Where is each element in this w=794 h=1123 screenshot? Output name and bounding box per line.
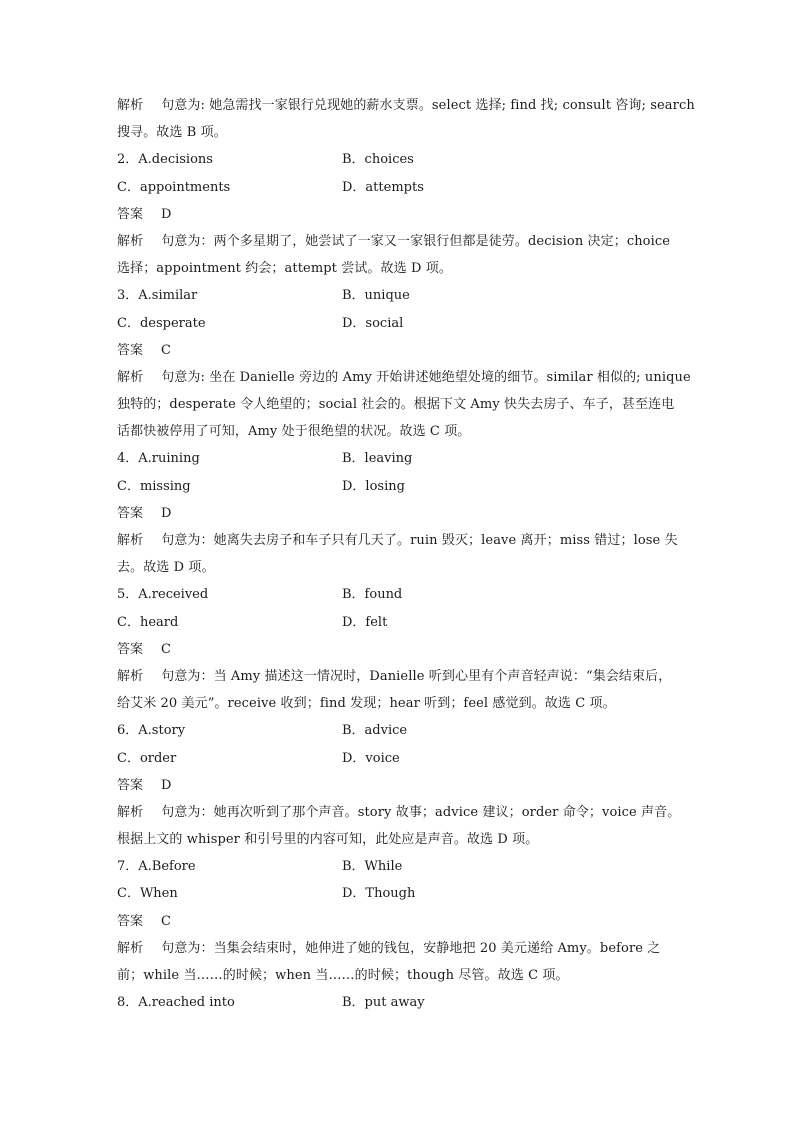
option-c: C．When — [117, 886, 178, 902]
explanation-label: 解析 — [117, 668, 144, 684]
explanation-line — [117, 418, 679, 445]
question-7 — [117, 853, 679, 989]
option-d: D．felt — [342, 614, 388, 630]
explanation-line — [117, 527, 679, 554]
explanation-line — [117, 690, 679, 717]
explanation-text: 句意为：当集会结束时，她伸进了她的钱包，安静地把 20 美元递给 Amy。before 之 — [161, 940, 661, 956]
options-row — [117, 717, 679, 744]
explanation-q7 — [117, 935, 679, 989]
question-3 — [117, 282, 691, 445]
option-b: B．found — [342, 587, 403, 603]
option-a: 7．A.Before — [117, 859, 196, 875]
explanation-text: 根据上文的 whisper 和引号里的内容可知，此处应是声音。故选 D 项。 — [117, 832, 539, 848]
option-a: 4．A.ruining — [117, 451, 200, 467]
explanation-q6 — [117, 799, 679, 853]
explanation-line — [117, 228, 679, 255]
option-c: C．desperate — [117, 315, 206, 331]
question-2 — [117, 146, 679, 282]
answer-value: D — [161, 206, 172, 222]
answer-label: 答案 — [117, 342, 144, 358]
option-a: 2．A.decisions — [117, 152, 213, 168]
explanation-text: 话都快被停用了可知，Amy 处于很绝望的状况。故选 C 项。 — [117, 424, 471, 440]
explanation-label: 解析 — [117, 533, 144, 548]
explanation-line — [117, 962, 679, 989]
answer-line — [117, 772, 679, 799]
answer-value: C — [161, 342, 171, 358]
option-a: 5．A.received — [117, 587, 209, 603]
options-row — [117, 310, 679, 337]
answer-label: 答案 — [117, 206, 144, 222]
explanation-label: 解析 — [117, 369, 144, 385]
option-b: B．leaving — [342, 451, 413, 467]
explanation-label: 解析 — [117, 233, 144, 249]
option-b: B．choices — [342, 152, 414, 168]
explanation-line — [117, 92, 695, 119]
explanation-line — [117, 391, 679, 418]
explanation-text: 选择；appointment 约会；attempt 尝试。故选 D 项。 — [117, 261, 452, 277]
question-8 — [117, 989, 679, 1016]
explanation-text: 前；while 当……的时候；when 当……的时候；though 尽管。故选 C 项。 — [117, 968, 569, 983]
option-a: 8．A.reached into — [117, 995, 235, 1011]
answer-line — [117, 337, 679, 364]
option-d: D．voice — [342, 750, 400, 766]
explanation-text: 搜寻。故选 B 项。 — [117, 125, 227, 141]
option-c: C．order — [117, 750, 177, 766]
options-row — [117, 146, 679, 173]
explanation-q4 — [117, 527, 679, 581]
option-c: C．missing — [117, 478, 191, 494]
explanation-line — [117, 364, 691, 391]
answer-label: 答案 — [117, 505, 144, 521]
options-row — [117, 853, 679, 880]
option-b: B．unique — [342, 288, 410, 304]
explanation-q1 — [117, 92, 695, 146]
explanation-line — [117, 935, 679, 962]
explanation-q3 — [117, 364, 691, 446]
explanation-text: 去。故选 D 项。 — [117, 560, 215, 576]
explanation-line — [117, 119, 679, 146]
answer-line — [117, 201, 679, 228]
answer-label: 答案 — [117, 913, 144, 929]
option-d: D．Though — [342, 886, 416, 902]
explanation-line — [117, 826, 679, 853]
answer-value: C — [161, 913, 171, 929]
option-b: B．put away — [342, 995, 425, 1011]
explanation-q2 — [117, 228, 679, 282]
explanation-label: 解析 — [117, 804, 144, 820]
answer-value: D — [161, 777, 172, 793]
explanation-line — [117, 663, 679, 690]
option-c: C．appointments — [117, 179, 231, 195]
explanation-q5 — [117, 663, 679, 717]
answer-value: D — [161, 505, 172, 521]
options-row — [117, 989, 679, 1016]
explanation-line — [117, 255, 679, 282]
explanation-line — [117, 799, 679, 826]
options-row — [117, 745, 679, 772]
option-b: B．advice — [342, 723, 408, 739]
explanation-text: 句意为：两个多星期了，她尝试了一家又一家银行但都是徒劳。decision 决定；choice — [161, 233, 671, 249]
question-5 — [117, 581, 679, 717]
explanation-text: 句意为: 她急需找一家银行兑现她的薪水支票。select 选择; find 找; consult 咨询; search — [161, 98, 695, 113]
explanation-label: 解析 — [117, 940, 144, 956]
answer-line — [117, 636, 679, 663]
document-page — [117, 92, 695, 1016]
answer-line — [117, 500, 679, 527]
option-b: B．While — [342, 859, 403, 875]
option-c: C．heard — [117, 614, 179, 630]
options-row — [117, 174, 679, 201]
option-d: D．losing — [342, 478, 405, 494]
options-row — [117, 282, 679, 309]
answer-line — [117, 908, 679, 935]
options-row — [117, 880, 679, 907]
option-a: 3．A.similar — [117, 288, 198, 304]
option-d: D．social — [342, 315, 404, 331]
explanation-line — [117, 554, 679, 581]
explanation-text: 给艾米 20 美元”。receive 收到；find 发现；hear 听到；feel 感觉到。故选 C 项。 — [117, 696, 616, 712]
explanation-text: 句意为：她再次听到了那个声音。story 故事；advice 建议；order 命令；voice 声音。 — [161, 804, 681, 820]
options-row — [117, 445, 679, 472]
question-4 — [117, 445, 679, 581]
explanation-text: 句意为：她离失去房子和车子只有几天了。ruin 毁灭；leave 离开；miss 错过；lose 失 — [161, 533, 678, 548]
option-d: D．attempts — [342, 179, 424, 195]
explanation-text: 句意为：当 Amy 描述这一情况时，Danielle 听到心里有个声音轻声说：“集会结束后， — [161, 668, 672, 684]
explanation-text: 独特的；desperate 令人绝望的；social 社会的。根据下文 Amy 快失去房子、车子，甚至连电 — [117, 397, 675, 413]
answer-label: 答案 — [117, 641, 144, 657]
options-row — [117, 473, 679, 500]
explanation-text: 句意为: 坐在 Danielle 旁边的 Amy 开始讲述她绝望处境的细节。similar 相似的; unique — [161, 369, 691, 385]
explanation-label: 解析 — [117, 98, 144, 113]
option-a: 6．A.story — [117, 723, 186, 739]
answer-value: C — [161, 641, 171, 657]
question-6 — [117, 717, 679, 853]
options-row — [117, 609, 679, 636]
answer-label: 答案 — [117, 777, 144, 793]
options-row — [117, 581, 679, 608]
